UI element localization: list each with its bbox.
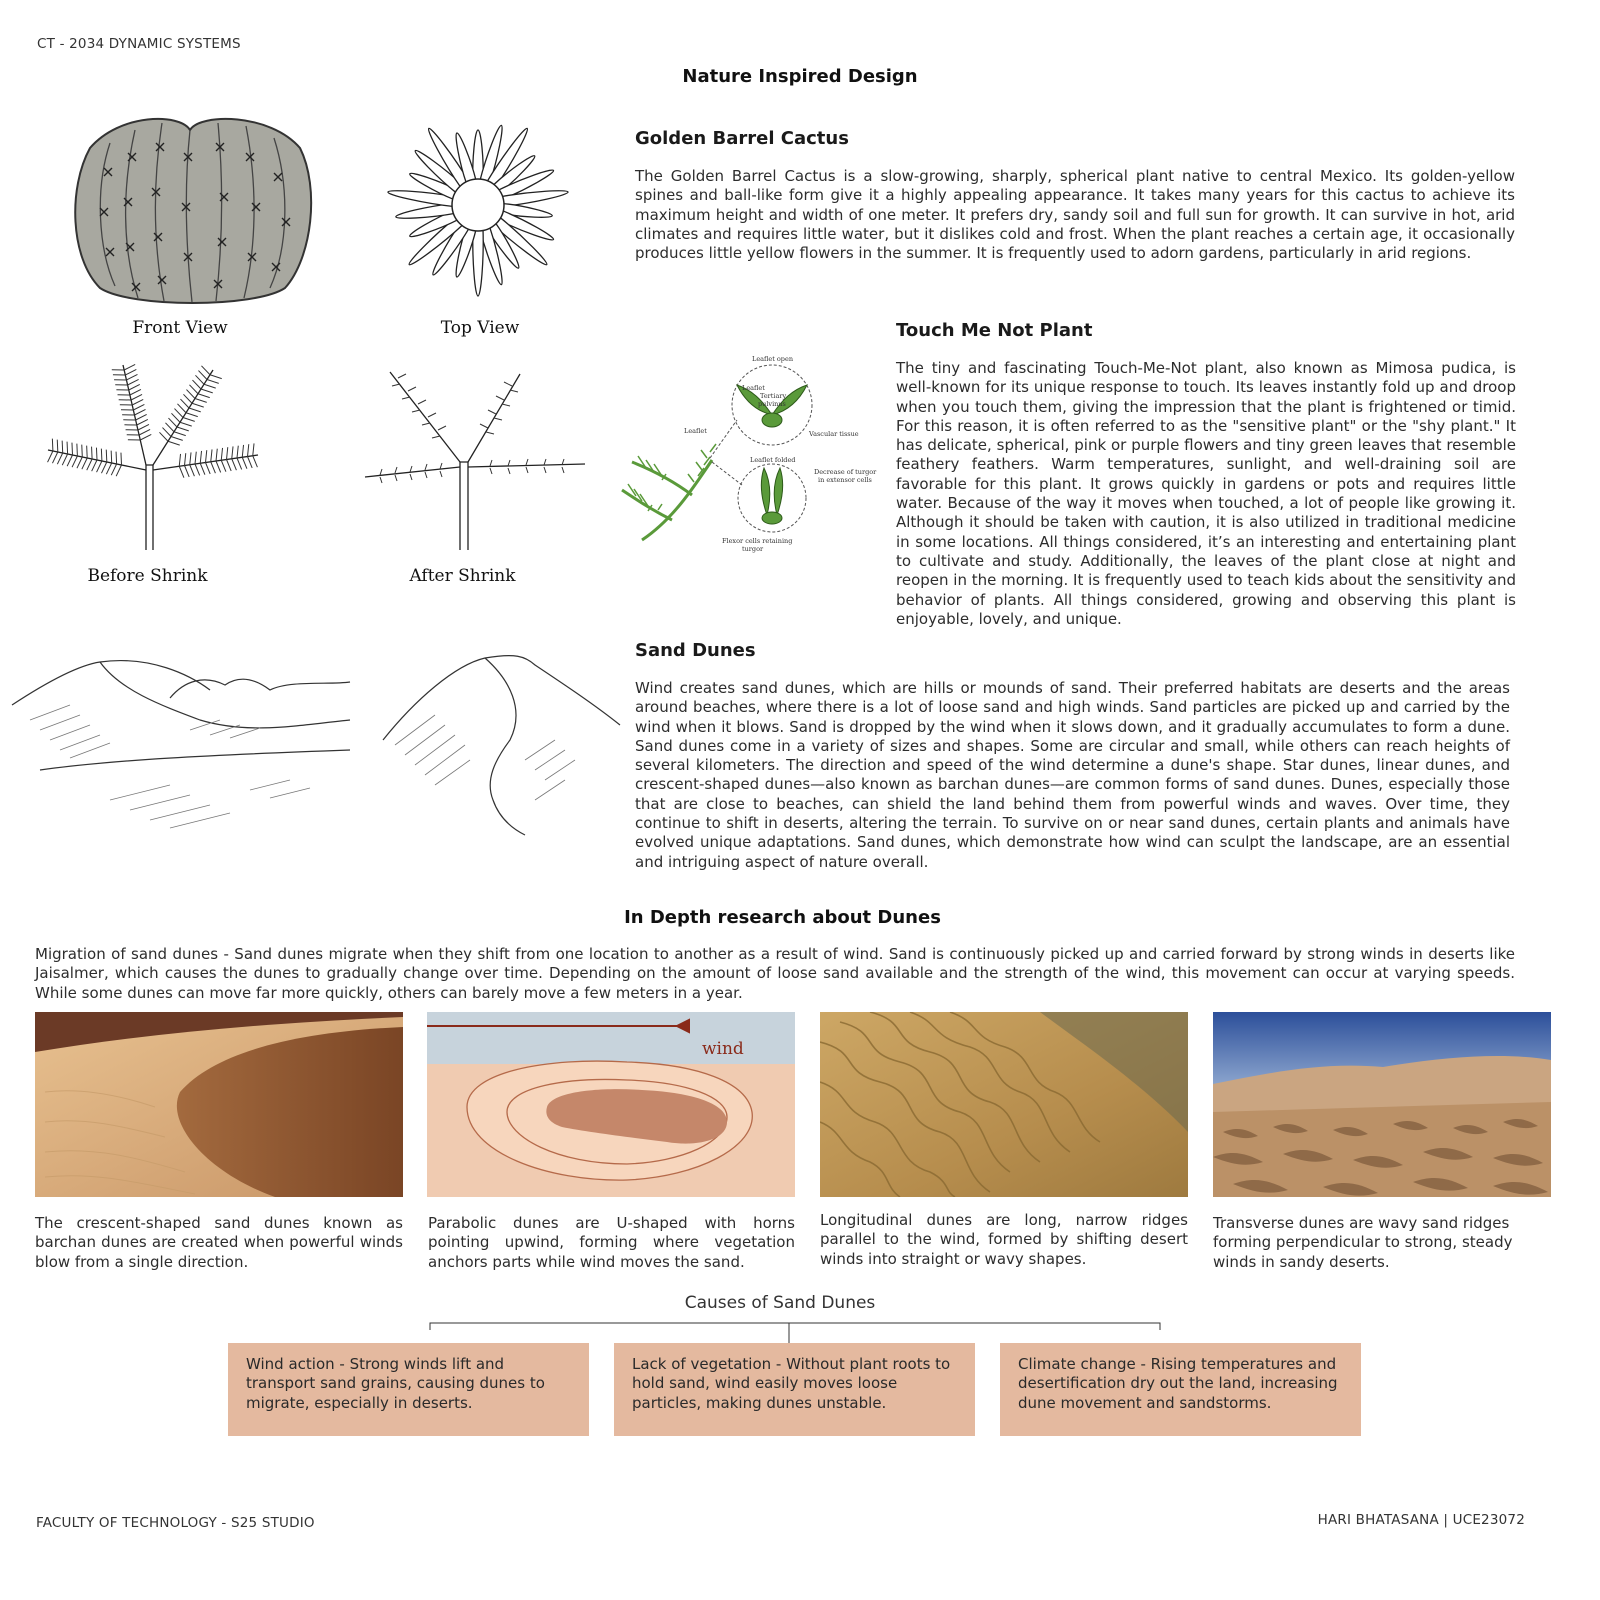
mimosa-leaflet	[200, 463, 205, 474]
mimosa-leaflet	[198, 371, 207, 380]
mimosa-leaflet	[242, 445, 243, 457]
label-flexor-2: turgor	[742, 545, 764, 553]
mimosa-leaflet	[131, 394, 142, 400]
mimosa-leaflet	[77, 457, 82, 468]
front-view-label: Front View	[132, 318, 228, 338]
top-view-label: Top View	[440, 318, 520, 338]
mimosa-leaflet	[216, 461, 221, 472]
mimosa-leaflet	[253, 456, 258, 467]
label-tertiary: Tertiary	[760, 392, 787, 400]
cactus-paragraph: The Golden Barrel Cactus is a slow-growing, sharply, spherical plant native to central Mexico. Its golden-yellow spines and ball-like form give it a highly appealing appearance. It takes many years for this cactus to achieve its maximum height and width of one meter. It prefers dry, sandy soil and full sun for growth. It can survive in hot, arid climates and requires little water, but it dislikes cold and frost. When the plant reaches a certain age, it occasionally produces little yellow flowers in the summer. It is frequently used to adorn gardens, particularly in arid regions.	[635, 167, 1515, 263]
before-shrink-label: Before Shrink	[87, 566, 208, 586]
mimosa-leaflet	[210, 375, 222, 379]
mimosa-leaflet	[82, 445, 83, 457]
mimosa-leaflet	[128, 379, 139, 385]
mimosa-leaflet	[57, 440, 58, 452]
mimosa-leaflet	[206, 450, 207, 462]
mimosa-leaflet	[190, 452, 191, 464]
mimosa-leaflet	[87, 459, 92, 470]
mimosa-leaflet	[168, 441, 180, 445]
after-shrink-label: After Shrink	[409, 566, 516, 586]
causes-connector	[428, 1318, 1163, 1346]
label-pulvinus: pulvinus	[758, 400, 786, 408]
mimosa-leaflet	[211, 449, 212, 461]
cactus-top-view-drawing	[368, 100, 588, 310]
mimosa-leaflet	[96, 448, 97, 460]
mimosa-leaflet	[195, 399, 207, 403]
mimosa-leaflet	[192, 403, 204, 407]
mimosa-leaflet	[62, 441, 63, 453]
mimosa-leaflet	[180, 422, 192, 426]
cactus-front-view-drawing	[60, 108, 320, 308]
dunes-paragraph: Wind creates sand dunes, which are hills or mounds of sand. Their preferred habitats are deserts and the areas around beaches, where there is a lot of loose sand and high winds. Sand particles are picked up and carried by the wind when it blows. Sand is dropped by the wind when it slows down, and it gradually accumulates to form a dune. Sand dunes come in a variety of sizes and shapes. Some are circular and small, while others can reach heights of several kilometers. The direction and speed of the wind determine a dune's shape. Star dunes, linear dunes, and crescent-shaped dunes—also known as barchan dunes—are common forms of sand dunes. Dunes, especially those that are close to beaches, can shield the land behind them from powerful winds and waves. Over time, they continue to shift in deserts, altering the terrain. To survive on or near sand dunes, certain plants and animals have evolved unique adaptations. Sand dunes, which demonstrate how wind can sculpt the landscape, are an essential and intriguing aspect of nature overall.	[635, 679, 1510, 871]
dune-sketch-left	[10, 650, 355, 840]
mimosa-before-shrink-drawing	[38, 355, 268, 555]
mimosa-leaflet	[159, 432, 168, 441]
figure-caption-transverse: Transverse dunes are wavy sand ridges forming perpendicular to strong, steady winds in sandy deserts.	[1213, 1214, 1513, 1271]
mimosa-leaflet	[139, 429, 150, 435]
mimosa-leaflet	[232, 459, 237, 470]
cause-box-wind-action: Wind action - Strong winds lift and transport sand grains, causing dunes to migrate, especially in deserts.	[228, 1343, 589, 1436]
research-intro: Migration of sand dunes - Sand dunes migrate when they shift from one location to another as a result of wind. Sand is continuously picked up and carried forward by strong winds in deserts like Jaisalmer, which causes the dunes to gradually change over time. Depending on the amount of loose sand available and the strength of the wind, this movement can occur at varying speeds. While some dunes can move far more quickly, others can barely move a few meters in a year.	[35, 945, 1515, 1002]
label-leaflet-folded: Leaflet folded	[750, 456, 796, 464]
mimosa-leaflet	[204, 384, 216, 388]
mimosa-leaflet	[136, 414, 147, 420]
mimosa-leaflet	[183, 418, 195, 422]
mimosa-after-shrink-drawing	[360, 362, 590, 554]
figure-caption-parabolic: Parabolic dunes are U-shaped with horns pointing upwind, forming where vegetation anchors parts while wind moves the sand.	[428, 1214, 795, 1271]
wind-label: wind	[702, 1039, 744, 1059]
mimosa-leaflet	[116, 452, 117, 464]
mimosa-leaflet	[227, 447, 228, 459]
parabolic-dune-diagram	[427, 1012, 795, 1197]
mimosa-leaflet	[52, 439, 53, 451]
mimosa-leaflet	[185, 453, 186, 465]
mimosa-leaflet	[206, 463, 211, 474]
label-decrease-1: Decrease of turgor	[814, 468, 877, 476]
mimosa-leaflet	[116, 465, 121, 476]
mimosa-leaflet	[189, 385, 198, 394]
mimosa-leaflet	[211, 462, 216, 473]
mimosa-leaflet	[92, 447, 93, 459]
mimosa-leaflet	[216, 449, 217, 461]
mimosa-leaflet	[124, 364, 135, 370]
mimosa-leaflet	[126, 374, 137, 380]
mimosa-leaflet	[138, 424, 149, 430]
mimosa-leaflet	[92, 460, 97, 471]
mimosa-leaflet	[129, 384, 140, 390]
dunes-heading: Sand Dunes	[635, 640, 756, 661]
mimosa-leaflet	[177, 404, 186, 413]
mimosa-leaflet	[57, 453, 62, 464]
mimosa-leaflet	[125, 369, 136, 375]
label-leaflet-open: Leaflet open	[752, 355, 794, 363]
mimosa-leaflet	[177, 427, 189, 431]
cause-box-lack-of-vegetation: Lack of vegetation - Without plant roots to hold sand, wind easily moves loose particles, making dunes unstable.	[614, 1343, 975, 1436]
mimosa-leaflet	[195, 375, 204, 384]
mimosa-leaflet	[106, 463, 111, 474]
mimosa-leaflet	[237, 458, 242, 469]
mimosa-leaflet	[132, 399, 143, 405]
mimosa-leaflet	[101, 462, 106, 473]
label-leaflet: Leaflet	[742, 384, 765, 392]
mimosa-leaflet	[48, 451, 53, 462]
mimosa-leaflet	[192, 380, 201, 389]
mimosa-leaflet	[97, 461, 102, 472]
mimosa-pulvinus-diagram	[612, 350, 882, 560]
mimosa-leaflet	[248, 457, 253, 468]
transverse-dune-photo	[1213, 1012, 1551, 1197]
label-vascular: Vascular tissue	[809, 430, 859, 438]
mimosa-leaflet	[232, 446, 233, 458]
causes-title: Causes of Sand Dunes	[684, 1293, 876, 1313]
mimosa-leaflet	[174, 409, 183, 418]
footer-faculty: FACULTY OF TECHNOLOGY - S25 STUDIO	[36, 1515, 315, 1531]
mimosa-leaflet	[137, 419, 148, 425]
mimosa-leaflet	[221, 460, 226, 471]
mimosa-leaflet	[133, 404, 144, 410]
mimosa-leaflet	[72, 456, 77, 467]
mimosa-leaflet	[200, 451, 201, 463]
mimosa-leaflet	[162, 428, 171, 437]
mimosa-leaflet	[198, 394, 210, 398]
mimosa-leaflet	[168, 418, 177, 427]
mimosa-leaflet	[201, 366, 210, 375]
mimosa-leaflet	[248, 444, 249, 456]
mimosa-leaflet	[77, 444, 78, 456]
label-flexor-1: Flexor cells retaining	[722, 537, 793, 545]
longitudinal-dune-photo	[820, 1012, 1188, 1197]
mimosa-leaflet	[67, 442, 68, 454]
mimosa-leaflet	[180, 399, 189, 408]
mimosa-leaflet	[165, 423, 174, 432]
cause-box-climate-change: Climate change - Rising temperatures and desertification dry out the land, increasing dune movement and sandstorms.	[1000, 1343, 1361, 1436]
mimosa-leaflet	[72, 443, 73, 455]
mimosa-leaflet	[101, 449, 102, 461]
barchan-dune-photo	[35, 1012, 403, 1197]
label-decrease-2: in extensor cells	[818, 476, 872, 484]
mimosa-leaflet	[140, 434, 151, 440]
mimosa-leaflet	[207, 380, 219, 384]
mimosa-leaflet	[111, 464, 116, 475]
mimosa-leaflet	[82, 458, 87, 469]
mimosa-leaflet	[171, 437, 183, 441]
course-label: CT - 2034 DYNAMIC SYSTEMS	[37, 36, 241, 52]
mimosa-leaflet	[242, 457, 247, 468]
mimosa-leaflet	[106, 450, 107, 462]
cactus-heading: Golden Barrel Cactus	[635, 128, 849, 149]
dune-sketch-right	[375, 650, 625, 840]
mimosa-leaflet	[52, 452, 57, 463]
mimosa-leaflet	[186, 390, 195, 399]
mimosa-leaflet	[135, 409, 146, 415]
mimosa-leaflet	[111, 451, 112, 463]
mimosa-leaflet	[130, 389, 141, 395]
mimosa-leaflet	[185, 466, 190, 477]
label-stem-leaflet: Leaflet	[684, 427, 707, 435]
mimosa-leaflet	[195, 452, 196, 464]
mimosa-paragraph: The tiny and fascinating Touch-Me-Not plant, also known as Mimosa pudica, is well-known for its unique response to touch. Its leaves instantly fold up and droop when you touch them, giving the impression that the plant is frightened or timid. For this reason, it is often referred to as the "sensitive plant" or the "shy plant." It has delicate, spherical, pink or purple flowers and tiny green leaves that resemble feathery feathers. Warm temperatures, sunlight, and well-draining soil are favorable for this plant. It grows quickly in gardens or pots and requires little water. Because of the way it moves when touched, a lot of people like growing it. Although it should be taken with caution, it is also utilized in traditional medicine in some locations. All things considered, it’s an interesting and entertaining plant to cultivate and study. Additionally, the leaves of the plant close at night and reopen in the morning. It is frequently used to teach kids about the sensitivity and behavior of plants. All things considered, growing and observing this plant is enjoyable, lovely, and unique.	[896, 359, 1516, 628]
mimosa-heading: Touch Me Not Plant	[896, 320, 1093, 341]
mimosa-leaflet	[237, 446, 238, 458]
mimosa-leaflet	[195, 464, 200, 475]
mimosa-leaflet	[189, 408, 201, 412]
figure-caption-barchan: The crescent-shaped sand dunes known as barchan dunes are created when powerful winds blow from a single direction.	[35, 1214, 403, 1271]
mimosa-leaflet	[221, 448, 222, 460]
research-heading: In Depth research about Dunes	[624, 907, 941, 928]
mimosa-leaflet	[121, 453, 122, 465]
cactus-top-petal	[473, 229, 483, 296]
mimosa-leaflet	[87, 446, 88, 458]
mimosa-leaflet	[179, 454, 180, 466]
mimosa-leaflet	[190, 465, 195, 476]
mimosa-leaflet	[227, 460, 232, 471]
mimosa-leaflet	[62, 454, 67, 465]
mimosa-leaflet	[183, 394, 192, 403]
figure-caption-longitudinal: Longitudinal dunes are long, narrow ridges parallel to the wind, formed by shifting desert winds into straight or wavy shapes.	[820, 1211, 1188, 1268]
mimosa-leaflet	[186, 413, 198, 417]
footer-author: HARI BHATASANA | UCE23072	[1317, 1512, 1525, 1528]
mimosa-leaflet	[171, 413, 180, 422]
mimosa-leaflet	[67, 455, 72, 466]
mimosa-leaflet	[253, 443, 254, 455]
mimosa-leaflet	[174, 432, 186, 436]
mimosa-leaflet	[201, 389, 213, 393]
page-title: Nature Inspired Design	[682, 66, 918, 87]
mimosa-leaflet	[179, 466, 184, 477]
